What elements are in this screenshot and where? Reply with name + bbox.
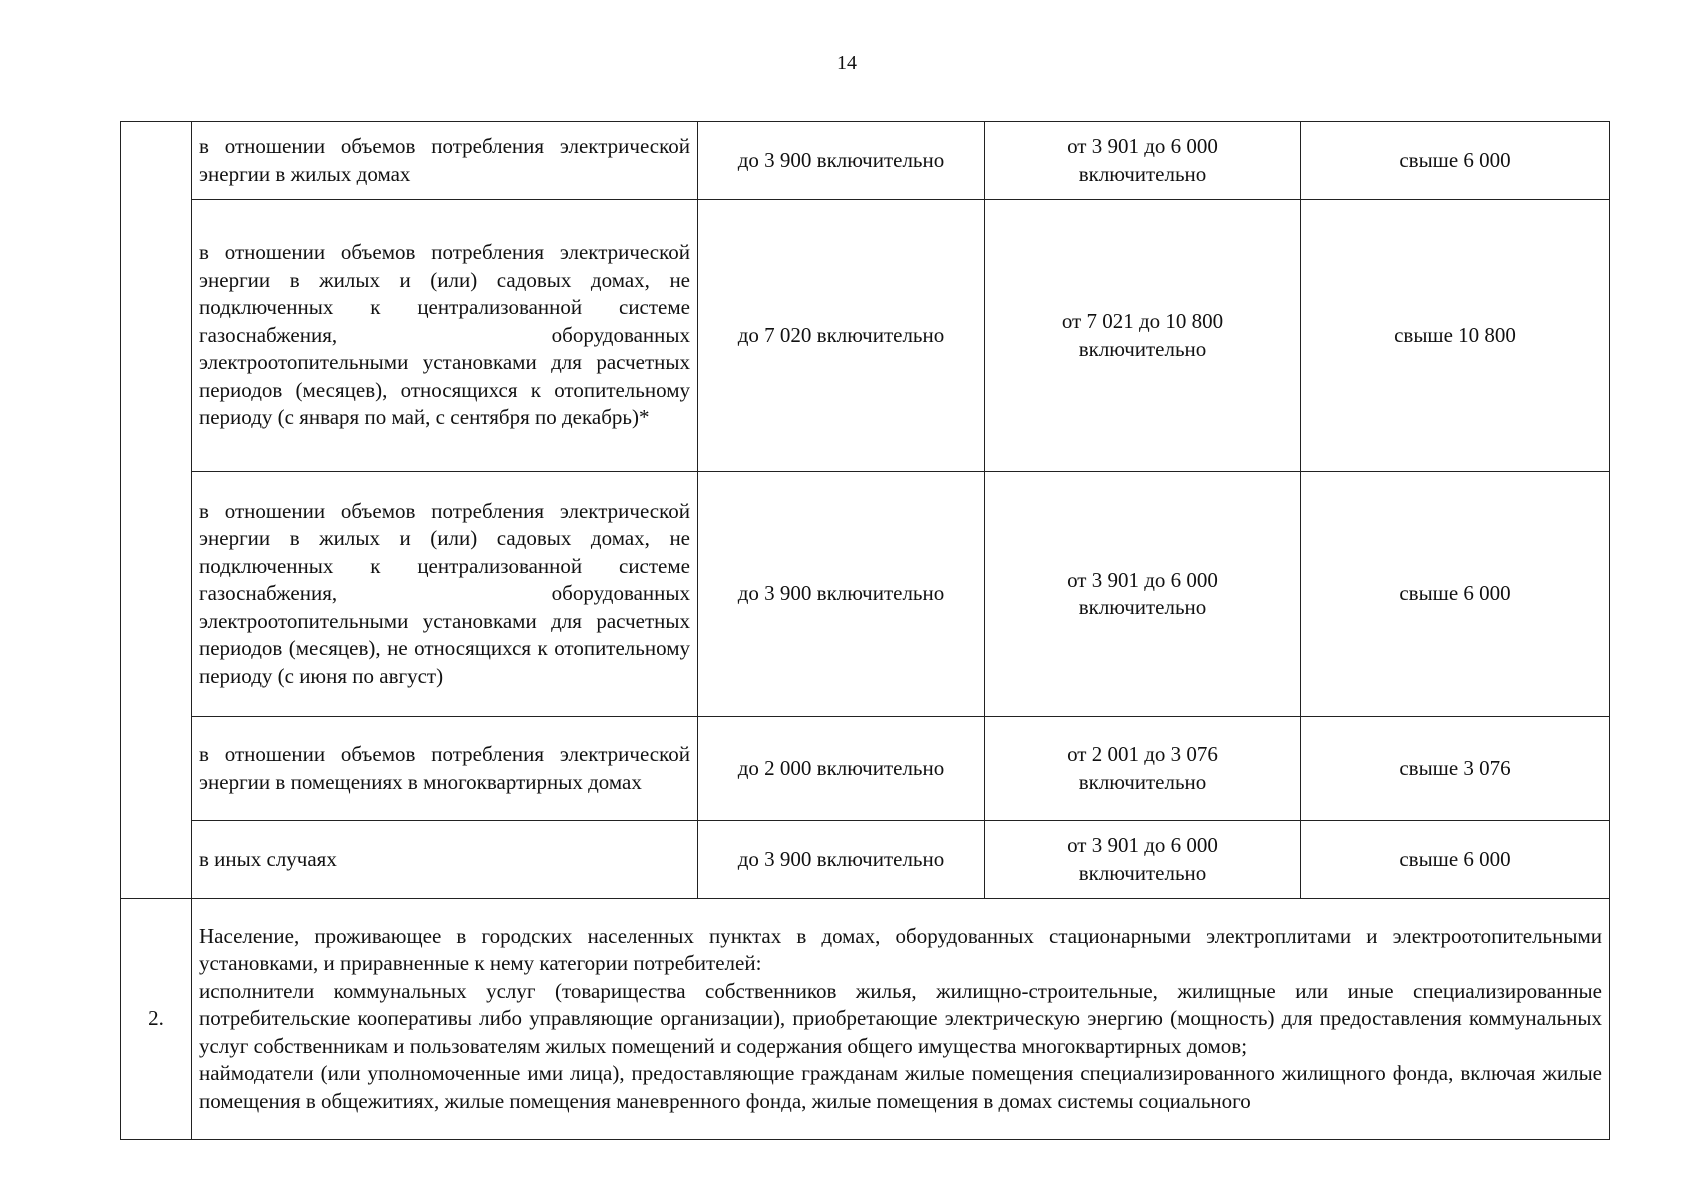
range-high-cell: свыше 10 800 [1301,200,1610,472]
range-mid-line2: включительно [1078,336,1207,361]
range-mid-cell [985,717,1301,821]
range-mid-line1: от 3 901 до 6 000 [1067,833,1218,857]
range-high-cell: свыше 3 076 [1301,717,1610,821]
range-mid-line1: от 2 001 до 3 076 [1067,742,1218,766]
range-mid-cell [985,200,1301,472]
range-high-cell: свыше 6 000 [1301,821,1610,899]
row-description: в отношении объемов потребления электрической энергии в жилых домах [192,122,698,200]
row-description: в отношении объемов потребления электрической энергии в помещениях в многоквартирных домах [192,717,698,821]
row-description: в отношении объемов потребления электрической энергии в жилых и (или) садовых домах, не подключенных к централизованной системе газоснабжения, оборудованных электроотопительными установками для расчетных периодов (месяцев), не относящихся к отопительному периоду (с июня по август) [192,472,698,717]
range-mid-line1: от 7 021 до 10 800 [1061,309,1224,333]
range-mid-line1: от 3 901 до 6 000 [1067,567,1218,592]
range-mid-line2: включительно [1078,769,1207,794]
table-row [121,472,1610,717]
range-mid-line2: включительно [1078,860,1207,885]
tariff-table [120,121,1610,1140]
table-row [121,717,1610,821]
range-mid-line2: включительно [1078,595,1207,619]
range-mid-cell [985,472,1301,717]
row-number-cell-empty [121,122,192,899]
range-mid-line1: от 3 901 до 6 000 [1067,134,1218,158]
range-low-cell: до 2 000 включительно [698,717,985,821]
row-description: в отношении объемов потребления электрической энергии в жилых и (или) садовых домах, не подключенных к централизованной системе газоснабжения, оборудованных электроотопительными установками для расчетных периодов (месяцев), относящихся к отопительному периоду (с января по май, с сентября по декабрь)* [192,200,698,472]
category-number: 2. [121,899,192,1140]
range-mid-cell [985,821,1301,899]
range-low-cell: до 3 900 включительно [698,472,985,717]
range-mid-cell [985,122,1301,200]
category-paragraph: Население, проживающее в городских населенных пунктах в домах, оборудованных стационарными электроплитами и электроотопительными установками, и приравненные к нему категории потребителей: [199,923,1602,976]
range-high-cell: свыше 6 000 [1301,122,1610,200]
range-high-cell: свыше 6 000 [1301,472,1610,717]
category-paragraph: наймодатели (или уполномоченные ими лица), предоставляющие гражданам жилые помещения специализированного жилищного фонда, включая жилые помещения в общежитиях, жилые помещения маневренного фонда, жилые помещения в домах системы социального [199,1061,1602,1113]
range-low-cell: до 3 900 включительно [698,122,985,200]
range-low-cell: до 3 900 включительно [698,821,985,899]
table-row [121,122,1610,200]
row-description: в иных случаях [192,821,698,899]
range-low-cell: до 7 020 включительно [698,200,985,472]
page-number: 14 [837,52,857,74]
table-row [121,821,1610,899]
category-description [192,899,1610,1140]
table-row [121,899,1610,1140]
table-row [121,200,1610,472]
range-mid-line2: включительно [1078,161,1207,186]
category-paragraph: исполнители коммунальных услуг (товарищества собственников жилья, жилищно-строительные, жилищные или иные специализированные потребительские кооперативы либо управляющие организации), приобретающие электрическую энергию (мощность) для предоставления коммунальных услуг собственникам и пользователям жилых помещений и содержания общего имущества многоквартирных домов; [199,978,1602,1058]
